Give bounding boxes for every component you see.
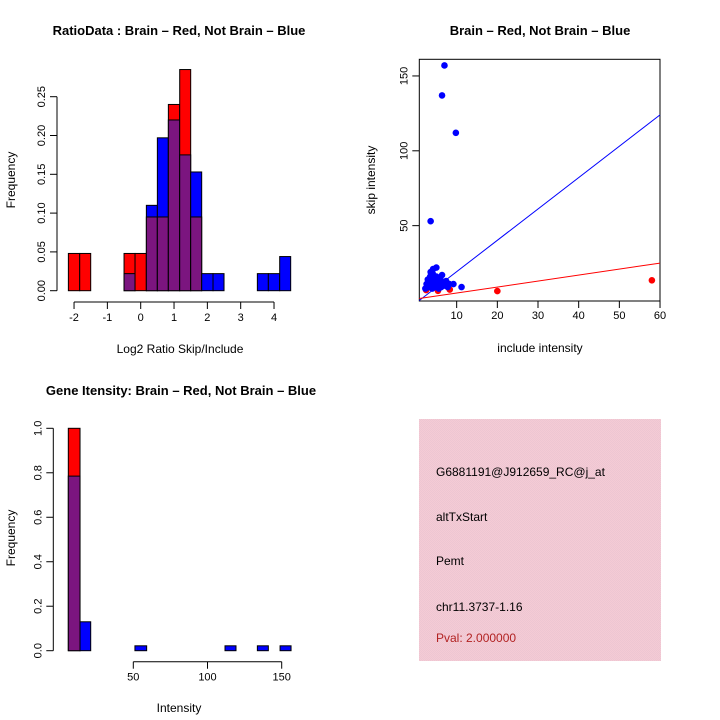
- x-tick-label: 60: [653, 310, 667, 322]
- scatter-title: Brain – Red, Not Brain – Blue: [449, 23, 631, 38]
- scatter-point-not-brain: [450, 281, 457, 288]
- hist-bar: [268, 274, 279, 291]
- scatter-point-not-brain: [433, 264, 440, 271]
- y-tick-label: 100: [398, 141, 411, 160]
- x-tick-label: 40: [572, 310, 585, 322]
- hist-bar: [202, 274, 213, 291]
- y-tick-label: 150: [398, 66, 411, 86]
- y-tick-label: 0.05: [36, 241, 48, 263]
- scatter-ylabel: skip intensity: [364, 145, 378, 215]
- probe-id-text: G6881191@J912659_RC@j_at: [436, 465, 605, 479]
- gene-histogram-title: Gene Itensity: Brain – Red, Not Brain – Blue: [45, 383, 317, 398]
- x-tick-label: 30: [531, 310, 545, 322]
- not-brain-fit-line: [419, 115, 660, 301]
- scatter-point-brain: [494, 288, 501, 295]
- event-type-text: altTxStart: [436, 510, 488, 524]
- hist-bar: [225, 646, 236, 651]
- scatter-point-not-brain: [439, 92, 446, 99]
- hist-bar-overlap: [180, 155, 191, 291]
- y-tick-label: 0.15: [36, 163, 48, 186]
- hist-bar: [135, 253, 146, 290]
- hist-bar: [257, 274, 268, 291]
- x-tick-label: -2: [69, 312, 79, 324]
- y-tick-label: 0.6: [32, 509, 45, 525]
- gene-histogram-xlabel: Intensity: [156, 701, 202, 715]
- x-tick-label: 150: [272, 671, 291, 684]
- hist-bar-overlap: [68, 476, 80, 651]
- hist-bar-overlap: [157, 217, 168, 291]
- hist-bar: [280, 646, 291, 651]
- scatter-point-not-brain: [458, 284, 465, 291]
- hist-bar: [68, 253, 79, 290]
- pval-text: Pval: 2.000000: [436, 631, 517, 645]
- y-tick-label: 1.0: [32, 420, 45, 436]
- x-tick-label: 50: [613, 310, 626, 322]
- y-tick-label: 0.10: [36, 202, 48, 224]
- ratio-histogram-ylabel: Frequency: [4, 151, 18, 209]
- ratio-histogram-panel: [4, 23, 305, 356]
- x-tick-label: 2: [204, 312, 211, 324]
- gene-histogram-ylabel: Frequency: [4, 509, 18, 567]
- y-tick-label: 0.2: [32, 598, 45, 614]
- x-tick-label: 0: [137, 312, 144, 324]
- x-tick-label: 10: [450, 310, 463, 322]
- scatter-xlabel: include intensity: [497, 341, 583, 355]
- hist-bar-overlap: [168, 120, 179, 291]
- brain-fit-line: [419, 263, 660, 298]
- y-tick-label: 50: [398, 219, 411, 232]
- hist-bar: [280, 257, 291, 291]
- intensity-scatter-panel: [364, 23, 666, 355]
- y-tick-label: 0.20: [36, 124, 48, 147]
- scatter-point-not-brain: [439, 272, 446, 279]
- y-tick-label: 0.8: [32, 465, 45, 481]
- x-tick-label: 1: [170, 312, 178, 324]
- hist-bar: [80, 622, 91, 651]
- y-tick-label: 0.4: [32, 554, 45, 570]
- y-tick-label: 0.25: [36, 85, 48, 108]
- scatter-point-not-brain: [453, 130, 460, 137]
- y-tick-label: 0.00: [36, 279, 48, 302]
- y-tick-label: 0.0: [32, 643, 45, 659]
- hist-bar: [257, 646, 268, 651]
- hist-bar: [80, 253, 91, 290]
- hist-bar-overlap: [124, 274, 135, 291]
- x-tick-label: 20: [491, 310, 504, 322]
- scatter-point-not-brain: [427, 218, 434, 225]
- ratio-histogram-xlabel: Log2 Ratio Skip/Include: [116, 342, 244, 356]
- hist-bar: [213, 274, 224, 291]
- hist-bar: [135, 646, 147, 651]
- locus-text: chr11.3737-1.16: [436, 600, 523, 614]
- gene-name-text: Pemt: [436, 554, 465, 568]
- plot-box: [419, 59, 660, 301]
- info-box: [419, 419, 661, 661]
- x-tick-label: 3: [237, 312, 244, 324]
- hist-bar-overlap: [146, 217, 157, 291]
- scatter-point-brain: [649, 277, 656, 284]
- ratio-histogram-title: RatioData : Brain – Red, Not Brain – Blue: [52, 23, 306, 38]
- scatter-point-not-brain: [441, 62, 448, 69]
- gene-intensity-histogram-panel: [4, 383, 316, 715]
- hist-bar-overlap: [191, 217, 202, 291]
- x-tick-label: -1: [102, 312, 113, 324]
- x-tick-label: 4: [270, 312, 278, 324]
- x-tick-label: 100: [198, 671, 217, 684]
- x-tick-label: 50: [127, 671, 140, 684]
